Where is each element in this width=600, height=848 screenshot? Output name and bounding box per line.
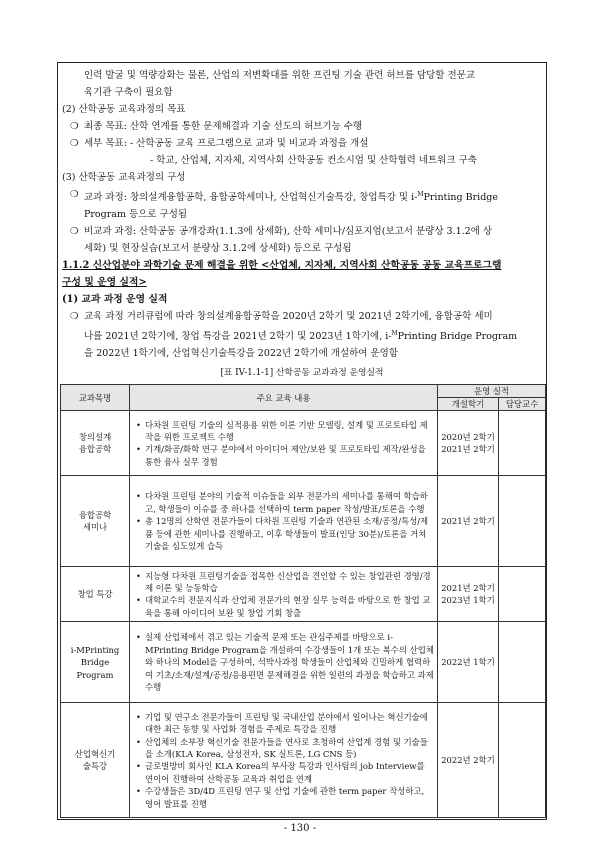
cell-content (130, 703, 438, 818)
cell-professor (499, 703, 546, 818)
cell-subject: 융합공학 세미나 (61, 476, 130, 567)
goal-detail (62, 135, 542, 152)
comp-extracurricular-text: 비교과 과정: 산학공동 공개강좌(1.1.3에 상세화), 산학 세미나/심포지엄(보고서 분량상 3.1.2에 상 (84, 226, 493, 238)
table-row (61, 622, 546, 703)
table-row (61, 567, 546, 622)
goal-detail-2: - 학교, 산업체, 지자체, 지역사회 산학공동 컨소시엄 및 산학협력 네트워크 구축 (150, 155, 477, 166)
table-row (61, 703, 546, 818)
content-item: • 대학교수의 전문지식과 산업체 전문가의 현장 실무 능력을 바탕으로 한 창업 교육을 통해 아이디어 보완 및 창업 기회 창출 (145, 594, 434, 619)
intro-line-2: 육기관 구축이 필요함 (84, 87, 173, 98)
circle-bullet-icon: ❍ (70, 311, 79, 323)
circle-bullet-icon: ❍ (70, 138, 79, 149)
operation-record-2: 나를 2021년 2학기에, 창업 특강을 2021년 2학기 및 2023년 1학기에, i-$^M$Printing Bridge Program (84, 330, 518, 343)
heading-1-1-2-cont: 구성 및 운영 실적> (62, 277, 147, 289)
content-item: • 총 12명의 산학연 전문가들이 다차원 프린팅 기술과 연관된 소재/공정/특성/제품 등에 관한 세미나를 진행하고, 이후 학생들이 발표(인당 30분)/토론을 거쳐 기술을 심도있게 습득 (145, 515, 434, 552)
content-item: • 실제 산업체에서 겪고 있는 기술적 문제 또는 관심주제를 바탕으로 i-MPrinting Bridge Program을 개설하여 수강생들이 1개 또는 복수의 산업체와 하나의 Model을 구성하여, 석박사과정 학생들이 산업체와 긴밀하게 협력하여 기초/소재/설계/공정/응용편면 문제해결을 위한 일련의 과정을 학습하고 과제 수행 (145, 631, 434, 693)
comp-extracurricular (62, 223, 542, 240)
goal-detail-text: 세부 목표: - 산학공동 교육 프로그램으로 교과 및 비교과 과정을 개설 (84, 138, 369, 149)
cell-semester: 2020년 2학기 2021년 2학기 (438, 411, 499, 476)
header-record: 운영 실적 (438, 385, 546, 398)
cell-subject: i-MPrinting Bridge Program (61, 622, 130, 703)
header-professor: 담당교수 (499, 398, 546, 411)
goal-final-text: 최종 목표: 산학 연계를 통한 문제해결과 기술 선도의 허브기능 수행 (84, 121, 363, 132)
operation-record-text: 교육 과정 거리큐럼에 따라 창의설계융합공학을 2020년 2학기 및 2021년 2학기에, 융합공학 세미 (84, 311, 493, 323)
section-2-title: (2) 산학공동 교육과정의 목표 (62, 104, 186, 115)
table-row (61, 411, 546, 476)
cell-professor (499, 622, 546, 703)
circle-bullet-icon: ❍ (70, 226, 79, 238)
cell-semester: 2022년 1학기 (438, 622, 499, 703)
section-3-title: (3) 산학공동 교육과정의 구성 (62, 172, 186, 183)
content-item: • 산업체의 소부장 혁신기술 전문가들을 연사로 초청하여 산업계 경험 및 기술들을 소개(KLA Korea, 삼성전자, SK 실트론, LG CNS 등) (145, 736, 434, 761)
cell-semester: 2022년 2학기 (438, 703, 499, 818)
header-semester: 개설학기 (438, 398, 499, 411)
comp-curricular-2: Program 등으로 구성됨 (84, 209, 188, 221)
header-content: 주요 교육 내용 (130, 385, 438, 411)
goal-final (62, 118, 542, 135)
operation-record (62, 308, 542, 325)
content-item: • 수강생들은 3D/4D 프린팅 연구 및 산업 기술에 관한 term paper 작성하고, 영어 발표를 진행 (145, 785, 434, 810)
cell-content (130, 567, 438, 622)
content-item: • 지능형 다차원 프린팅기술을 접목한 신산업을 견인할 수 있는 창업관련 경영/경제 이론 및 능동학습 (145, 570, 434, 595)
table-row (61, 476, 546, 567)
content-item: • 기업 및 연구소 전문가들이 프린팅 및 국내산업 분야에서 일어나는 혁신기술에 대한 최근 동향 및 사업화 경험을 주제로 특강을 진행 (145, 711, 434, 736)
table-caption: [표 IV-1.1-1] 산학공동 교과과정 운영실적 (220, 368, 384, 379)
circle-bullet-icon: ❍ (70, 121, 79, 132)
operation-record-3: 을 2022년 1학기에, 산업혁신기술특강을 2022년 2학기에 개설하여 운영함 (84, 348, 399, 360)
circle-bullet-icon: ❍ (70, 189, 79, 200)
cell-professor (499, 476, 546, 567)
cell-professor (499, 567, 546, 622)
cell-semester: 2021년 2학기 2023년 1학기 (438, 567, 499, 622)
cell-semester: 2021년 2학기 (438, 476, 499, 567)
cell-subject: 산업혁신기 술특강 (61, 703, 130, 818)
content-item: • 다차원 프린팅 기술의 심적용용 위한 이론 기반 모델링, 설계 및 프로토타입 제작을 위한 프로젝트 수행 (145, 419, 434, 444)
content-item: • 다차원 프린팅 분야의 기술적 이슈들을 외부 전문가의 세미나를 통해여 학습하고, 학생들이 이슈를 중 하나를 선택하여 term paper 작성/발표/토론을 수행 (145, 490, 434, 515)
comp-curricular (62, 186, 542, 206)
content-item: • 기계/화공/화학 연구 분야에서 아이디어 제안/보완 및 프로토타입 제작/완성을 통한 융사 실무 경험 (145, 443, 434, 468)
cell-content (130, 411, 438, 476)
cell-subject: 창업 특강 (61, 567, 130, 622)
cell-subject: 창의설계 융합공학 (61, 411, 130, 476)
header-subject: 교과목명 (61, 385, 130, 411)
intro-line-1: 인력 발굴 및 역량강화는 물론, 산업의 저변확대를 위한 프린팅 기술 관련 허브를 담당할 전문교 (84, 70, 476, 81)
document-body (62, 67, 542, 818)
comp-curricular-text: 교과 과정: 창의설계융합공학, 융합공학세미나, 산업혁신기술특강, 창업특강 및 i-$^M$Printing Bridge (84, 191, 498, 204)
comp-extracurricular-2: 세화) 및 현장실습(보고서 분량상 3.1.2에 상세화) 등으로 구성됨 (84, 243, 352, 255)
cell-content (130, 622, 438, 703)
content-item: • 글로벌방비 회사인 KLA Korea의 부사장 특강과 인사팀의 job Interview를 연이어 진행하여 산학공동 교육과 취업을 연계 (145, 760, 434, 785)
page-number: - 130 - (283, 823, 317, 834)
cell-professor (499, 411, 546, 476)
section-1-title: (1) 교과 과정 운영 실적 (62, 294, 168, 306)
curriculum-table (60, 384, 546, 818)
heading-1-1-2: 1.1.2 신산업분야 과학기술 문제 해결을 위한 <산업체, 지자체, 지역사회 산학공동 공동 교육프로그램 (62, 260, 502, 272)
cell-content (130, 476, 438, 567)
